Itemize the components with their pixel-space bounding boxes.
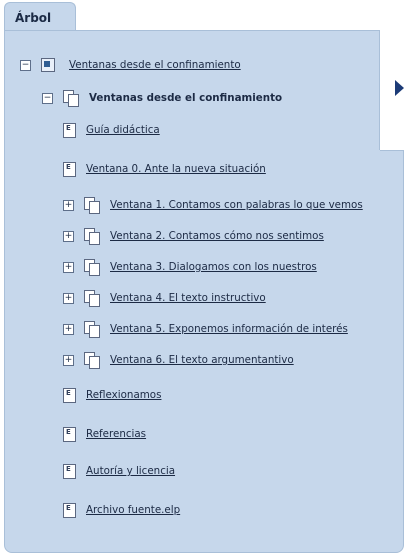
tree-item-label[interactable]: Autoría y licencia bbox=[86, 465, 176, 477]
tree-item[interactable] bbox=[63, 501, 180, 519]
pages-icon bbox=[84, 259, 100, 275]
expand-toggle-icon[interactable]: + bbox=[64, 354, 73, 365]
package-icon bbox=[41, 58, 55, 72]
tree-item[interactable] bbox=[63, 196, 363, 214]
tree-item[interactable] bbox=[63, 121, 160, 139]
collapse-arrow-icon[interactable] bbox=[395, 80, 404, 96]
expand-toggle-icon[interactable]: + bbox=[64, 230, 73, 241]
pages-icon bbox=[84, 197, 100, 213]
pages-icon bbox=[84, 352, 100, 368]
tree-item-label[interactable]: Reflexionamos bbox=[86, 389, 162, 401]
page-icon bbox=[63, 123, 76, 138]
tree-item-label[interactable]: Archivo fuente.elp bbox=[86, 504, 181, 516]
tab-arbol[interactable] bbox=[4, 2, 76, 32]
tree-item[interactable] bbox=[63, 320, 348, 338]
tree-section-row[interactable] bbox=[42, 89, 282, 107]
tree-item-label[interactable]: Referencias bbox=[86, 428, 147, 440]
tree-item-label[interactable]: Ventana 4. El texto instructivo bbox=[110, 292, 266, 304]
tree-section-label[interactable]: Ventanas desde el confinamiento bbox=[89, 92, 283, 104]
tree-item-label[interactable]: Ventana 5. Exponemos información de interés bbox=[110, 323, 348, 335]
expand-toggle-icon[interactable]: + bbox=[64, 323, 73, 334]
page-icon bbox=[63, 388, 76, 403]
tab-label: Árbol bbox=[15, 11, 52, 25]
tree-item-label[interactable]: Ventana 1. Contamos con palabras lo que vemos bbox=[110, 199, 363, 211]
tree-item[interactable] bbox=[63, 386, 161, 404]
pages-icon bbox=[84, 321, 100, 337]
expand-toggle-icon[interactable]: + bbox=[64, 292, 73, 303]
tree-item-label[interactable]: Guía didáctica bbox=[86, 124, 160, 136]
page-icon bbox=[63, 464, 76, 479]
tree-item[interactable] bbox=[63, 351, 294, 369]
tree-item[interactable] bbox=[63, 160, 266, 178]
tree-item-label[interactable]: Ventana 3. Dialogamos con los nuestros bbox=[110, 261, 317, 273]
tree-item-label[interactable]: Ventana 2. Contamos cómo nos sentimos bbox=[110, 230, 324, 242]
tree-item-label[interactable]: Ventana 0. Ante la nueva situación bbox=[86, 163, 266, 175]
collapse-toggle-icon[interactable]: − bbox=[21, 59, 30, 70]
expand-toggle-icon[interactable]: + bbox=[64, 199, 73, 210]
tree-item[interactable] bbox=[63, 462, 175, 480]
page-icon bbox=[63, 503, 76, 518]
tree-item[interactable] bbox=[63, 289, 266, 307]
pages-icon bbox=[63, 90, 79, 106]
pages-icon bbox=[84, 228, 100, 244]
tree-root-row[interactable] bbox=[20, 56, 241, 74]
page-icon bbox=[63, 427, 76, 442]
panel-notch-edge-bottom bbox=[380, 150, 404, 151]
panel-notch-edge bbox=[379, 30, 380, 150]
pages-icon bbox=[84, 290, 100, 306]
tree-item-label[interactable]: Ventana 6. El texto argumentantivo bbox=[110, 354, 294, 366]
expand-toggle-icon[interactable]: + bbox=[64, 261, 73, 272]
tree-item[interactable] bbox=[63, 227, 324, 245]
collapse-toggle-icon[interactable]: − bbox=[43, 92, 52, 103]
page-icon bbox=[63, 162, 76, 177]
tree-root-label[interactable]: Ventanas desde el confinamiento bbox=[69, 59, 241, 71]
tree-item[interactable] bbox=[63, 425, 146, 443]
tree-item[interactable] bbox=[63, 258, 317, 276]
